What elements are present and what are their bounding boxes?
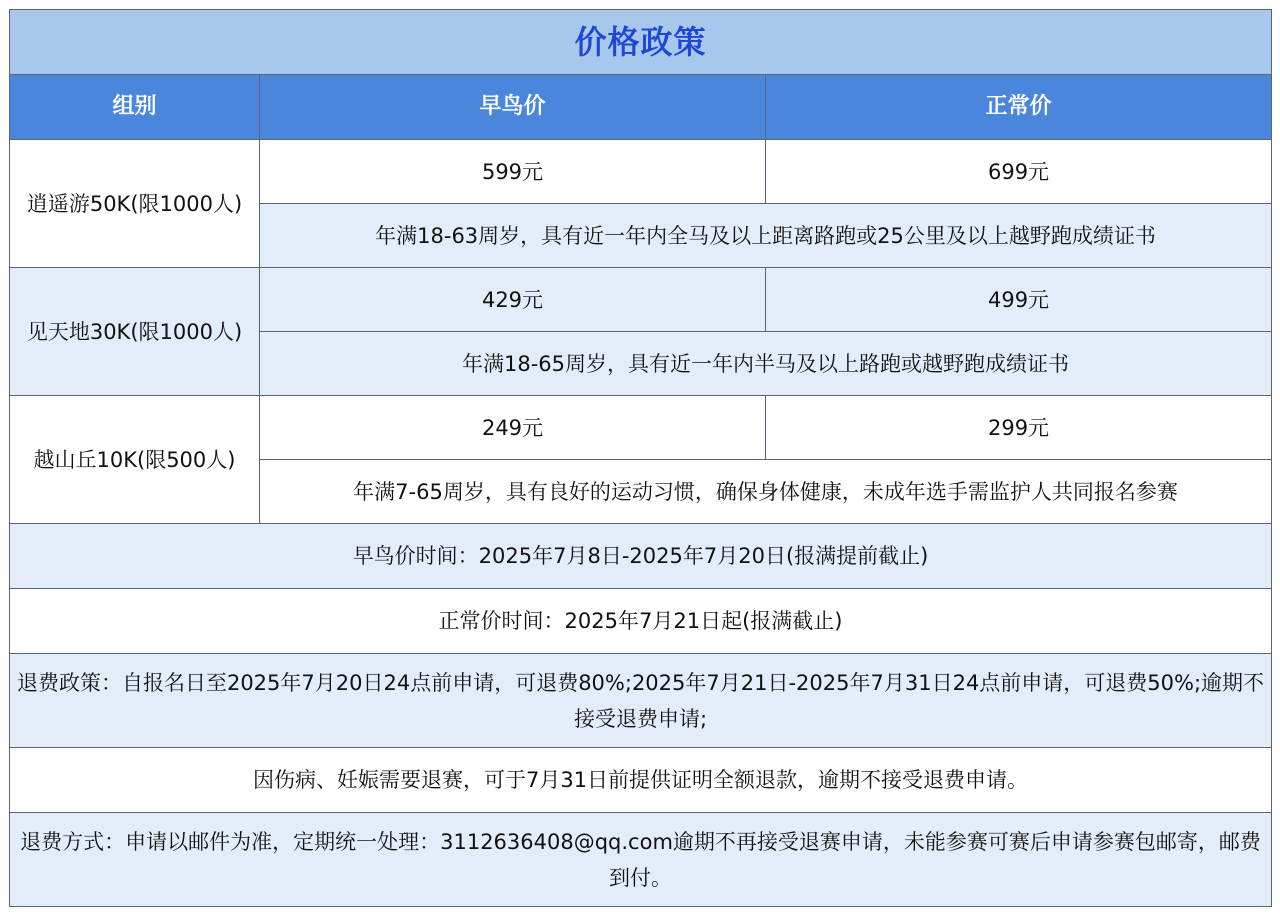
normal-price-cell: 699元: [766, 140, 1272, 204]
refund-policy-note: 退费政策：自报名日至2025年7月20日24点前申请，可退费80%;2025年7月21日-2025年7月31日24点前申请，可退费50%;逾期不接受退费申请;: [10, 654, 1272, 748]
group-cell: 见天地30K(限1000人): [10, 268, 260, 396]
header-normal-price: 正常价: [766, 75, 1272, 140]
price-policy-table: [9, 9, 1272, 907]
early-price-cell: 429元: [260, 268, 766, 332]
normal-price-cell: 499元: [766, 268, 1272, 332]
refund-method-note: 退费方式：申请以邮件为准，定期统一处理：3112636408@qq.com逾期不再接受退赛申请，未能参赛可赛后申请参赛包邮寄，邮费到付。: [10, 813, 1272, 907]
normal-time-note: 正常价时间：2025年7月21日起(报满截止): [10, 589, 1272, 654]
header-group: 组别: [10, 75, 260, 140]
requirement-cell: 年满7-65周岁，具有良好的运动习惯，确保身体健康，未成年选手需监护人共同报名参赛: [260, 460, 1272, 524]
early-time-note: 早鸟价时间：2025年7月8日-2025年7月20日(报满提前截止): [10, 524, 1272, 589]
price-policy-table-container: [9, 9, 1271, 907]
header-early-price: 早鸟价: [260, 75, 766, 140]
early-price-cell: 249元: [260, 396, 766, 460]
requirement-cell: 年满18-65周岁，具有近一年内半马及以上路跑或越野跑成绩证书: [260, 332, 1272, 396]
table-title: 价格政策: [10, 10, 1272, 75]
early-price-cell: 599元: [260, 140, 766, 204]
injury-refund-note: 因伤病、妊娠需要退赛，可于7月31日前提供证明全额退款，逾期不接受退费申请。: [10, 748, 1272, 813]
normal-price-cell: 299元: [766, 396, 1272, 460]
group-cell: 越山丘10K(限500人): [10, 396, 260, 524]
requirement-cell: 年满18-63周岁，具有近一年内全马及以上距离路跑或25公里及以上越野跑成绩证书: [260, 204, 1272, 268]
group-cell: 逍遥游50K(限1000人): [10, 140, 260, 268]
